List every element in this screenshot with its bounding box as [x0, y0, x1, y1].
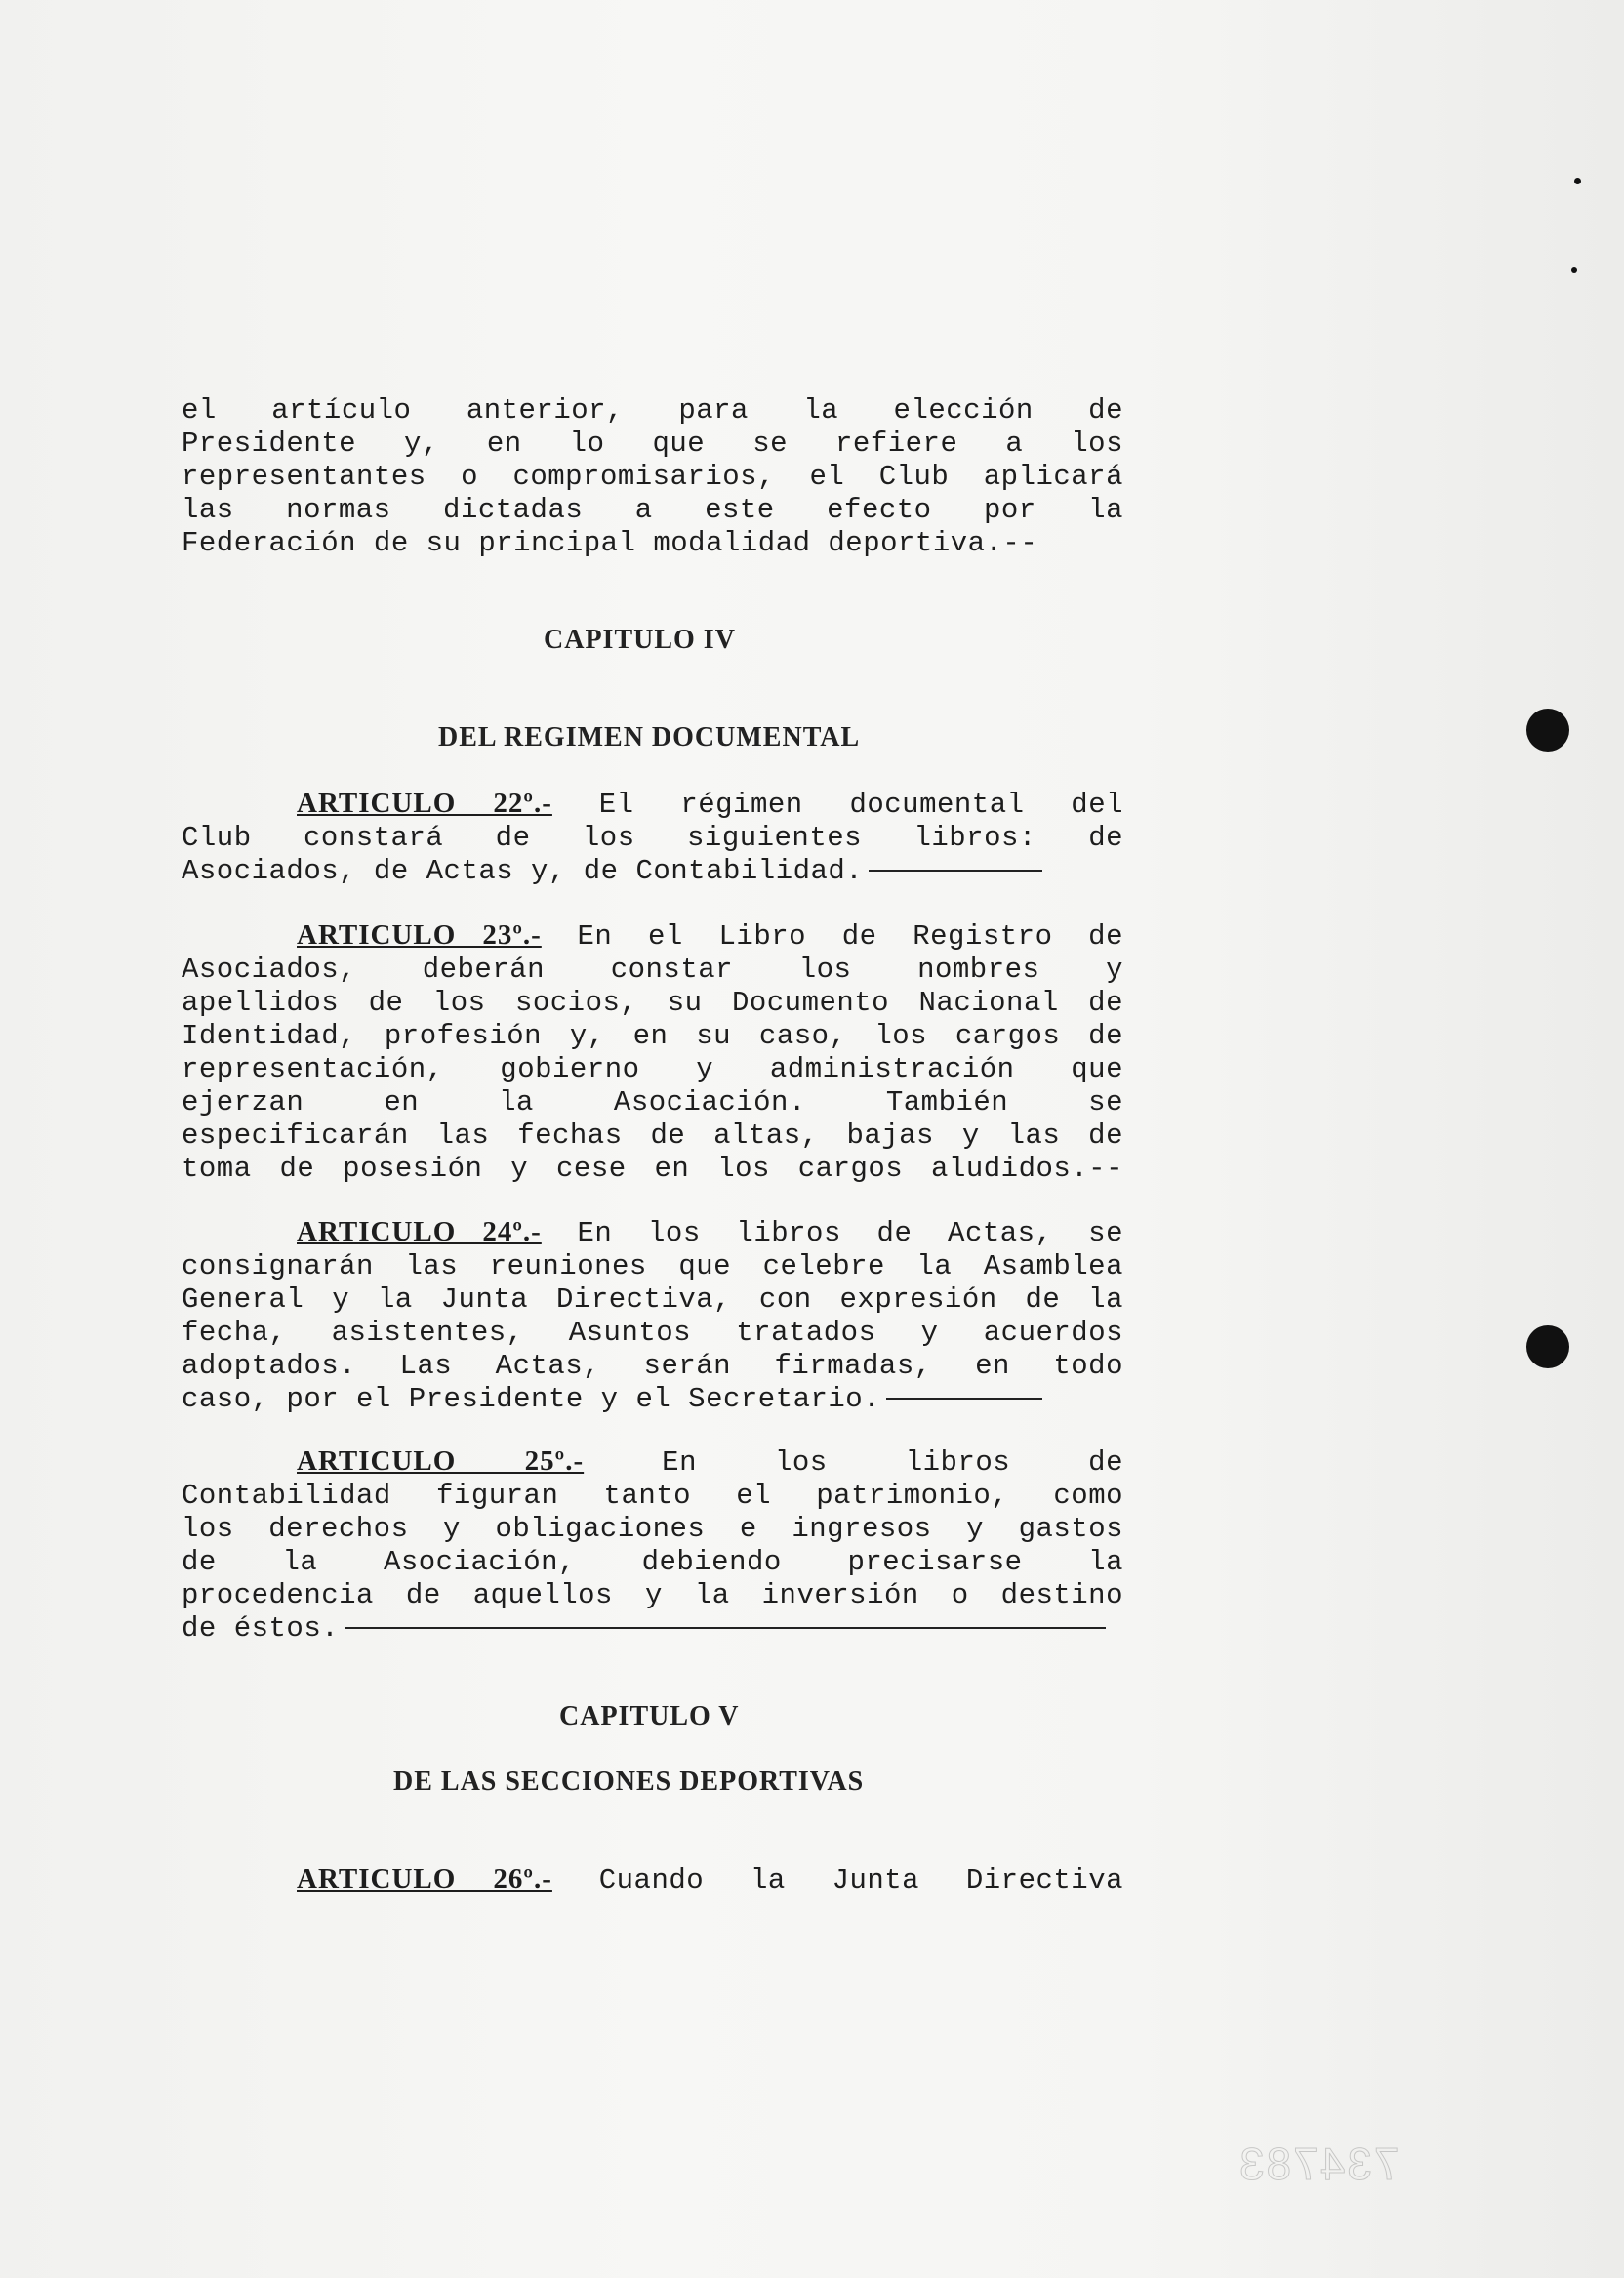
article-label: ARTICULO 26º.- [297, 1863, 552, 1894]
text-line: representación, gobierno y administración que [182, 1053, 1123, 1085]
text-line: especificarán las fechas de altas, bajas y las de [182, 1119, 1123, 1152]
faint-stamp-number: 734783 [1238, 2138, 1400, 2189]
text-line: En el Libro de Registro de [577, 920, 1123, 953]
text-line: de éstos. [182, 1612, 340, 1645]
chapter-title: CAPITULO IV [544, 625, 736, 655]
text-line: apellidos de los socios, su Documento Nacional de [182, 987, 1123, 1019]
intro-paragraph [182, 394, 1123, 560]
text-line: adoptados. Las Actas, serán firmadas, en todo [182, 1350, 1123, 1382]
text-line: El régimen documental del [598, 789, 1124, 821]
text-line: General y la Junta Directiva, con expresión de la [182, 1283, 1123, 1316]
article-last-line [182, 855, 1123, 888]
fill-line [869, 870, 1042, 872]
punch-hole [1526, 1325, 1569, 1368]
article-first-line [182, 787, 1123, 822]
text-line: Identidad, profesión y, en su caso, los cargos de [182, 1020, 1123, 1052]
text-line: los derechos y obligaciones e ingresos y gastos [182, 1513, 1123, 1545]
text-line: fecha, asistentes, Asuntos tratados y acuerdos [182, 1317, 1123, 1349]
text-line: procedencia de aquellos y la inversión o destino [182, 1579, 1123, 1611]
chapter-subtitle: DE LAS SECCIONES DEPORTIVAS [393, 1767, 865, 1797]
text-line: ejerzan en la Asociación. También se [182, 1086, 1123, 1119]
article-first-line [182, 918, 1123, 954]
text-line: Federación de su principal modalidad deportiva.-- [182, 527, 1038, 559]
article-first-line [182, 1444, 1123, 1480]
text-line: En los libros de [662, 1446, 1123, 1479]
text-line: Contabilidad figuran tanto el patrimonio, como [182, 1480, 1123, 1512]
text-line: representantes o compromisarios, el Club aplicará [182, 461, 1123, 493]
text-line: las normas dictadas a este efecto por la [182, 494, 1123, 526]
text-line: En los libros de Actas, se [577, 1217, 1123, 1249]
speck-mark [1574, 178, 1581, 184]
text-line: toma de posesión y cese en los cargos aludidos.-- [182, 1153, 1123, 1185]
text-line: Asociados, de Actas y, de Contabilidad. [182, 855, 864, 887]
article-last-line [182, 1612, 1123, 1646]
text-line: el artículo anterior, para la elección de [182, 394, 1123, 427]
article-23 [182, 918, 1123, 1186]
text-line: de la Asociación, debiendo precisarse la [182, 1546, 1123, 1578]
text-line: consignarán las reuniones que celebre la Asamblea [182, 1250, 1123, 1282]
speck-mark [1571, 267, 1577, 273]
text-line: Asociados, deberán constar los nombres y [182, 954, 1123, 986]
text-line: Presidente y, en lo que se refiere a los [182, 427, 1123, 460]
fill-line [345, 1627, 1106, 1629]
text-line: Club constará de los siguientes libros: de [182, 822, 1123, 854]
article-last-line [182, 1383, 1123, 1416]
chapter-title: CAPITULO V [559, 1701, 740, 1731]
article-25 [182, 1444, 1123, 1646]
article-24 [182, 1215, 1123, 1416]
fill-line [886, 1398, 1042, 1400]
chapter-subtitle: DEL REGIMEN DOCUMENTAL [438, 722, 861, 753]
article-label: ARTICULO 24º.- [297, 1216, 542, 1247]
article-first-line [182, 1862, 1123, 1897]
article-22 [182, 787, 1123, 888]
article-label: ARTICULO 22º.- [297, 788, 552, 819]
article-first-line [182, 1215, 1123, 1250]
article-label: ARTICULO 23º.- [297, 919, 542, 951]
punch-hole [1526, 709, 1569, 752]
article-26 [182, 1862, 1123, 1897]
text-line: Cuando la Junta Directiva [598, 1864, 1124, 1896]
text-line: caso, por el Presidente y el Secretario. [182, 1383, 881, 1415]
article-label: ARTICULO 25º.- [297, 1445, 585, 1477]
